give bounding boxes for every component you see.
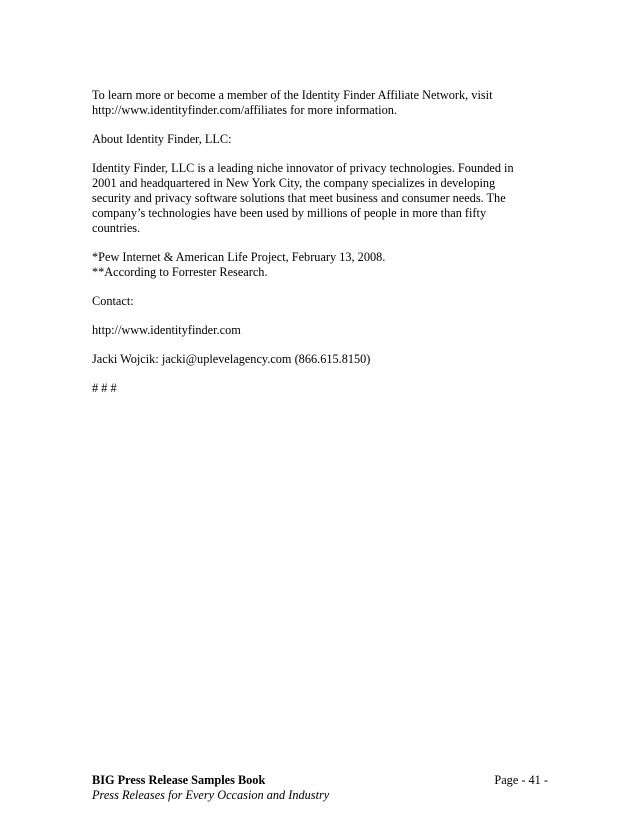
about-paragraph — [92, 161, 552, 236]
paragraph-spacer — [92, 309, 552, 323]
about-line: company’s technologies have been used by millions of people in more than fifty — [92, 206, 487, 220]
press-release-body — [92, 88, 552, 396]
paragraph-spacer — [92, 367, 552, 381]
website-link[interactable]: http://www.identityfinder.com — [92, 323, 241, 337]
footnotes — [92, 250, 552, 280]
affiliate-paragraph — [92, 88, 552, 118]
about-line: countries. — [92, 221, 141, 235]
about-line: 2001 and headquartered in New York City, the company specializes in developing — [92, 176, 496, 190]
footer-page-number: Page - 41 - — [494, 773, 548, 787]
about-heading: About Identity Finder, LLC: — [92, 132, 232, 146]
affiliate-line: To learn more or become a member of the Identity Finder Affiliate Network, visit — [92, 88, 493, 102]
contact-heading: Contact: — [92, 294, 134, 308]
paragraph-spacer — [92, 147, 552, 161]
end-mark: # # # — [92, 381, 117, 395]
footnote: **According to Forrester Research. — [92, 265, 268, 279]
contact-person: Jacki Wojcik: jacki@uplevelagency.com (866.615.8150) — [92, 352, 371, 366]
paragraph-spacer — [92, 236, 552, 250]
footer-row — [92, 773, 548, 788]
paragraph-spacer — [92, 338, 552, 352]
page-footer — [92, 773, 548, 803]
about-line: security and privacy software solutions that meet business and consumer needs. The — [92, 191, 506, 205]
affiliate-line: http://www.identityfinder.com/affiliates for more information. — [92, 103, 397, 117]
paragraph-spacer — [92, 118, 552, 132]
footnote: *Pew Internet & American Life Project, February 13, 2008. — [92, 250, 386, 264]
footer-subtitle: Press Releases for Every Occasion and Industry — [92, 788, 330, 802]
paragraph-spacer — [92, 280, 552, 294]
about-line: Identity Finder, LLC is a leading niche innovator of privacy technologies. Founded in — [92, 161, 514, 175]
footer-book-title: BIG Press Release Samples Book — [92, 773, 266, 787]
